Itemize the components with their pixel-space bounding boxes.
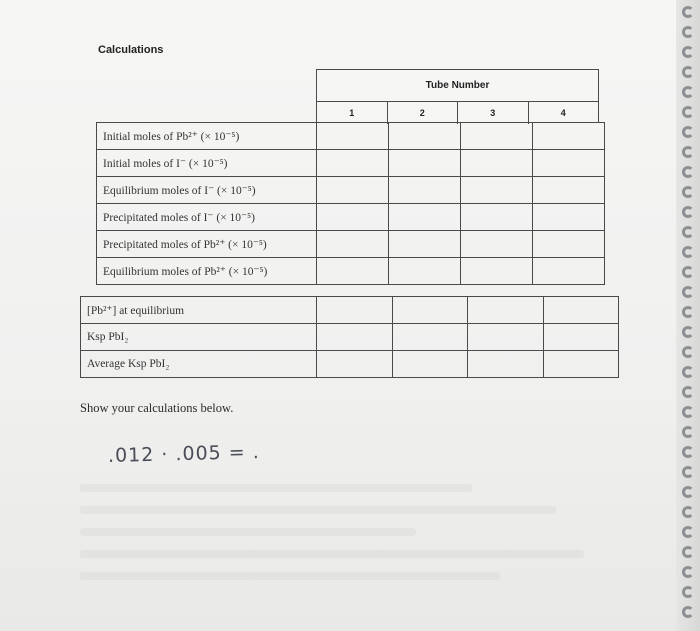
binding-ring-icon	[682, 146, 694, 158]
tube-column-2: 2	[387, 102, 458, 124]
binding-ring-icon	[682, 486, 694, 498]
data-cell[interactable]	[533, 231, 605, 258]
tube-number-header	[316, 69, 599, 122]
row-label: Equilibrium moles of I⁻ (× 10⁻⁵)	[97, 177, 317, 204]
binding-ring-icon	[682, 226, 694, 238]
data-cell[interactable]	[317, 297, 393, 324]
data-cell[interactable]	[317, 177, 389, 204]
tube-column-4: 4	[528, 102, 599, 124]
data-cell[interactable]	[317, 258, 389, 285]
data-cell[interactable]	[543, 297, 619, 324]
data-cell[interactable]	[317, 150, 389, 177]
row-label: Initial moles of I⁻ (× 10⁻⁵)	[97, 150, 317, 177]
tube-column-3: 3	[457, 102, 528, 124]
bleed-through-text	[80, 470, 640, 610]
binding-ring-icon	[682, 186, 694, 198]
data-cell[interactable]	[389, 123, 461, 150]
table-row	[81, 351, 619, 378]
handwritten-calculation: .012 · .005 = .	[107, 441, 261, 467]
table-row	[81, 297, 619, 324]
data-cell[interactable]	[468, 297, 544, 324]
data-cell[interactable]	[461, 204, 533, 231]
binding-ring-icon	[682, 506, 694, 518]
data-cell[interactable]	[392, 351, 468, 378]
binding-ring-icon	[682, 306, 694, 318]
binding-ring-icon	[682, 586, 694, 598]
binding-ring-icon	[682, 606, 694, 618]
data-cell[interactable]	[389, 258, 461, 285]
tube-column-1: 1	[349, 108, 355, 118]
binding-ring-icon	[682, 346, 694, 358]
binding-ring-icon	[682, 126, 694, 138]
binding-ring-icon	[682, 386, 694, 398]
binding-ring-icon	[682, 446, 694, 458]
section-title: Calculations	[98, 44, 164, 56]
spiral-binding	[676, 0, 700, 631]
binding-ring-icon	[682, 286, 694, 298]
data-cell[interactable]	[389, 231, 461, 258]
binding-ring-icon	[682, 206, 694, 218]
row-label: Ksp PbI₂	[81, 324, 317, 351]
data-cell[interactable]	[317, 324, 393, 351]
equilibrium-table	[80, 296, 619, 378]
data-cell[interactable]	[317, 204, 389, 231]
binding-ring-icon	[682, 526, 694, 538]
binding-ring-icon	[682, 266, 694, 278]
data-cell[interactable]	[461, 123, 533, 150]
data-cell[interactable]	[543, 351, 619, 378]
data-cell[interactable]	[389, 204, 461, 231]
data-cell[interactable]	[461, 258, 533, 285]
data-cell[interactable]	[317, 351, 393, 378]
table-row	[97, 204, 605, 231]
data-cell[interactable]	[317, 123, 389, 150]
binding-ring-icon	[682, 6, 694, 18]
binding-ring-icon	[682, 86, 694, 98]
data-cell[interactable]	[389, 150, 461, 177]
data-cell[interactable]	[389, 177, 461, 204]
data-cell[interactable]	[533, 258, 605, 285]
data-cell[interactable]	[533, 123, 605, 150]
table-row	[97, 123, 605, 150]
binding-ring-icon	[682, 106, 694, 118]
instructions-text: Show your calculations below.	[80, 401, 234, 415]
data-cell[interactable]	[468, 351, 544, 378]
table-row	[97, 177, 605, 204]
data-cell[interactable]	[533, 204, 605, 231]
table-row	[81, 324, 619, 351]
tube-number-columns	[317, 101, 598, 124]
data-cell[interactable]	[468, 324, 544, 351]
table-row	[97, 150, 605, 177]
binding-ring-icon	[682, 66, 694, 78]
binding-ring-icon	[682, 366, 694, 378]
table-row	[97, 258, 605, 285]
data-cell[interactable]	[461, 150, 533, 177]
row-label: Initial moles of Pb²⁺ (× 10⁻⁵)	[97, 123, 317, 150]
binding-ring-icon	[682, 546, 694, 558]
binding-ring-icon	[682, 426, 694, 438]
row-label: Equilibrium moles of Pb²⁺ (× 10⁻⁵)	[97, 258, 317, 285]
data-cell[interactable]	[461, 231, 533, 258]
table-row	[97, 231, 605, 258]
row-label: Precipitated moles of Pb²⁺ (× 10⁻⁵)	[97, 231, 317, 258]
row-label: Average Ksp PbI₂	[81, 351, 317, 378]
binding-ring-icon	[682, 46, 694, 58]
binding-ring-icon	[682, 566, 694, 578]
data-cell[interactable]	[392, 324, 468, 351]
data-cell[interactable]	[533, 150, 605, 177]
row-label: Precipitated moles of I⁻ (× 10⁻⁵)	[97, 204, 317, 231]
data-cell[interactable]	[461, 177, 533, 204]
binding-ring-icon	[682, 246, 694, 258]
binding-ring-icon	[682, 326, 694, 338]
binding-ring-icon	[682, 26, 694, 38]
moles-table	[96, 122, 605, 285]
data-cell[interactable]	[533, 177, 605, 204]
data-cell[interactable]	[392, 297, 468, 324]
data-cell[interactable]	[543, 324, 619, 351]
binding-ring-icon	[682, 166, 694, 178]
row-label: [Pb²⁺] at equilibrium	[81, 297, 317, 324]
binding-ring-icon	[682, 406, 694, 418]
tube-number-title: Tube Number	[425, 80, 490, 91]
data-cell[interactable]	[317, 231, 389, 258]
binding-ring-icon	[682, 466, 694, 478]
